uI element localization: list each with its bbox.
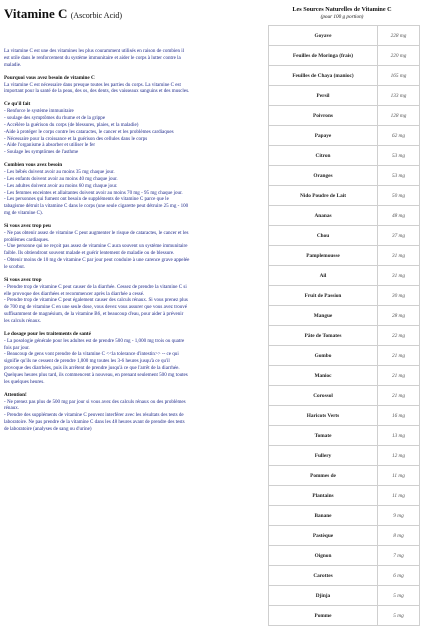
- source-amount: 7 mg: [378, 546, 420, 566]
- section-line: Quelques heures plus tard, ils commencent à nouveau, en prenant seulement 500 mg toutes: [4, 371, 188, 378]
- source-food: Pomme: [269, 606, 378, 626]
- section-heading: Pourquoi vous avez besoin de vitamine C: [4, 74, 95, 81]
- source-row: [269, 306, 420, 326]
- article-section: [4, 101, 256, 156]
- source-food: Haricots Verts: [269, 406, 378, 426]
- source-food: Plantains: [269, 486, 378, 506]
- source-food: Oranges: [269, 166, 378, 186]
- section-line: provoque des diarrhées, puis ils arrêtent de prendre jusqu'à ce que l'arrêt de la diarrhée.: [4, 365, 180, 372]
- section-line: La vitamine C est nécessaire dans presque toutes les parties du corps. La vitamine C est: [4, 81, 181, 88]
- section-line: - Prendre trop de vitamine C peut également causer des calculs rénaux. Si vous prenez plus: [4, 297, 188, 304]
- source-row: [269, 386, 420, 406]
- source-food: Chou: [269, 226, 378, 246]
- source-food: Banane: [269, 506, 378, 526]
- section-line: rénaux.: [4, 405, 19, 412]
- section-line: fois par jour.: [4, 344, 30, 351]
- sources-column: [262, 6, 422, 626]
- source-amount: 30 mg: [378, 286, 420, 306]
- source-food: Tomate: [269, 426, 378, 446]
- article-section: [4, 75, 256, 96]
- source-row: [269, 186, 420, 206]
- source-row: [269, 406, 420, 426]
- section-line: - Les adultes doivent avoir au moins 60 mg chaque jour.: [4, 182, 118, 189]
- section-line: signifie qu'ils ne cessent de prendre 1,000 mg toutes les 3-6 heures jusqu'à ce qu'il: [4, 358, 170, 365]
- section-line: les quelques heures.: [4, 378, 45, 385]
- section-line: important pour la santé de la peau, des os, des dents, des vaisseaux sanguins et des muscles.: [4, 88, 190, 95]
- source-amount: 128 mg: [378, 106, 420, 126]
- source-food: Feuilles de Moringa (frais): [269, 46, 378, 66]
- intro-line: est utile dans le renforcement du système immunitaire et aider le corps à lutter contre la: [4, 54, 181, 61]
- source-amount: 62 mg: [378, 126, 420, 146]
- source-food: Ananas: [269, 206, 378, 226]
- source-amount: 8 mg: [378, 526, 420, 546]
- source-amount: 37 mg: [378, 226, 420, 246]
- section-line: - Accélère la guérison du corps (de blessures, plaies, et la maladie): [4, 121, 139, 128]
- source-row: [269, 426, 420, 446]
- source-amount: 165 mg: [378, 66, 420, 86]
- source-food: Manioc: [269, 366, 378, 386]
- source-food: Papaye: [269, 126, 378, 146]
- section-line: faible. Ils obtiendront souvent malade et guérir lentement de maladie ou de blessure.: [4, 250, 175, 257]
- article-sections: [4, 75, 256, 433]
- section-line: - Les bébés doivent avoir au moins 35 mg chaque jour.: [4, 169, 115, 176]
- sources-table: [268, 25, 420, 626]
- source-row: [269, 166, 420, 186]
- source-amount: 21 mg: [378, 346, 420, 366]
- source-food: Feuilles de Chaya (manioc): [269, 66, 378, 86]
- page-title: [4, 6, 256, 24]
- source-amount: 228 mg: [378, 26, 420, 46]
- section-heading: Le dosage pour les traitements de santé: [4, 330, 91, 337]
- source-food: Pâte de Tomates: [269, 326, 378, 346]
- article-section: [4, 223, 256, 271]
- source-row: [269, 586, 420, 606]
- title-main: Vitamine C: [4, 6, 68, 21]
- source-row: [269, 366, 420, 386]
- section-line: tabagisme détruit la vitamine C dans le corps (une seule cigarette peut détruire 25 mg - 100: [4, 203, 189, 210]
- section-line: - Obtenir moins de 10 mg de vitamine C par jour peut conduire à une carence grave appelée: [4, 257, 190, 264]
- source-food: Djinja: [269, 586, 378, 606]
- source-amount: 31 mg: [378, 246, 420, 266]
- section-line: - Ne prenez pas plus de 500 mg par jour si vous avez des calculs rénaux ou des problèmes: [4, 398, 186, 405]
- section-line: - Soulage les symptômes de l'asthme: [4, 149, 79, 156]
- source-row: [269, 326, 420, 346]
- section-line: - Aide l'organisme à absorber et utiliser le fer: [4, 142, 96, 149]
- section-line: - Les enfants doivent avoir au moins 40 mg chaque jour.: [4, 175, 118, 182]
- source-row: [269, 126, 420, 146]
- section-line: - Prendre des suppléments de vitamine C peuvent interférer avec les résultats des tests de: [4, 412, 184, 419]
- intro-paragraph: [4, 48, 256, 68]
- sources-title: Les Sources Naturelles de Vitamine C: [292, 6, 392, 13]
- source-row: [269, 66, 420, 86]
- section-line: - Prendre trop de vitamine C peut causer de la diarrhée. Cessez de prendre la vitamine C si: [4, 283, 187, 290]
- source-food: Fruit de Passion: [269, 286, 378, 306]
- source-food: Persil: [269, 86, 378, 106]
- source-row: [269, 266, 420, 286]
- source-food: Goyave: [269, 26, 378, 46]
- source-amount: 6 mg: [378, 566, 420, 586]
- section-line: - Nécessaire pour la croissance et la guérison des cellules dans le corps: [4, 135, 148, 142]
- section-heading: Combien vous avez besoin: [4, 162, 63, 169]
- source-row: [269, 546, 420, 566]
- article-section: [4, 331, 256, 386]
- section-line: de laboratoire (analyses de sang ou d'urine): [4, 425, 92, 432]
- section-line: - Renforce le système immunitaire: [4, 108, 74, 115]
- section-line: de 700 mg de vitamine C en une seule dose, vous devez vous assurer que vous avez trouvé: [4, 304, 188, 311]
- source-amount: 220 mg: [378, 46, 420, 66]
- section-line: le scorbut.: [4, 263, 26, 270]
- section-line: - Une personne qui ne reçoit pas assez de vitamine C aura souvent un système immunitaire: [4, 243, 188, 250]
- source-row: [269, 206, 420, 226]
- source-row: [269, 146, 420, 166]
- source-amount: 21 mg: [378, 386, 420, 406]
- section-line: laboratoire. Ne pas prendre de la vitamine C dans les 48 heures avant de prendre des tests: [4, 418, 185, 425]
- sources-subtitle: (pour 100 g portion): [320, 14, 364, 20]
- source-food: Citron: [269, 146, 378, 166]
- article-section: [4, 277, 256, 325]
- title-sub: (Ascorbic Acid): [70, 11, 123, 20]
- source-food: Carottes: [269, 566, 378, 586]
- source-amount: 22 mg: [378, 326, 420, 346]
- article-section: [4, 162, 256, 217]
- source-amount: 53 mg: [378, 146, 420, 166]
- article-column: [4, 6, 256, 433]
- section-line: - Ne pas obtenir assez de vitamine C peut augmenter le risque de cataractes, le cancer et les: [4, 229, 189, 236]
- section-line: elle provoque des diarrhées et recommencer après la diarrhée a cessé.: [4, 290, 145, 297]
- source-amount: 31 mg: [378, 266, 420, 286]
- source-row: [269, 26, 420, 46]
- section-line: problèmes cardiaques.: [4, 236, 50, 243]
- section-line: mg de vitamine C).: [4, 209, 43, 216]
- source-amount: 21 mg: [378, 366, 420, 386]
- source-amount: 5 mg: [378, 606, 420, 626]
- source-food: Ail: [269, 266, 378, 286]
- source-row: [269, 446, 420, 466]
- source-row: [269, 226, 420, 246]
- source-row: [269, 486, 420, 506]
- source-row: [269, 46, 420, 66]
- source-food: Fullery: [269, 446, 378, 466]
- section-heading: Si vous avez trop: [4, 276, 42, 283]
- section-line: - Les femmes enceintes et allaitantes doivent avoir au moins 70 mg - 95 mg chaque jour.: [4, 189, 183, 196]
- source-amount: 16 mg: [378, 406, 420, 426]
- source-row: [269, 106, 420, 126]
- section-line: les calculs rénaux.: [4, 317, 42, 324]
- section-line: - soulage des symptômes du rhume et de la grippe: [4, 115, 106, 122]
- source-amount: 12 mg: [378, 446, 420, 466]
- source-amount: 48 mg: [378, 206, 420, 226]
- source-row: [269, 506, 420, 526]
- source-food: Mangue: [269, 306, 378, 326]
- source-food: Oignon: [269, 546, 378, 566]
- source-amount: 5 mg: [378, 586, 420, 606]
- source-row: [269, 526, 420, 546]
- source-amount: 53 mg: [378, 166, 420, 186]
- source-row: [269, 246, 420, 266]
- section-heading: Si vous avez trop peu: [4, 222, 51, 229]
- source-row: [269, 286, 420, 306]
- source-food: Pastèque: [269, 526, 378, 546]
- intro-line: La vitamine C est une des vitamines les plus couramment utilisés en raison de combien il: [4, 48, 185, 54]
- section-heading: Attention!: [4, 391, 27, 398]
- source-amount: 28 mg: [378, 306, 420, 326]
- source-row: [269, 566, 420, 586]
- source-food: Gombo: [269, 346, 378, 366]
- source-food: Poivrons: [269, 106, 378, 126]
- source-row: [269, 606, 420, 626]
- source-food: Corossol: [269, 386, 378, 406]
- article-section: [4, 392, 256, 433]
- source-food: Pommes de: [269, 466, 378, 486]
- source-row: [269, 346, 420, 366]
- section-line: suffisamment de magnésium, de la vitamine B6, et beaucoup d'eau, pour aider à prévenir: [4, 311, 184, 318]
- section-line: -Aide à protéger le corps contre les cataractes, le cancer et les problèmes cardiaques: [4, 128, 174, 135]
- source-amount: 50 mg: [378, 186, 420, 206]
- source-amount: 133 mg: [378, 86, 420, 106]
- source-amount: 11 mg: [378, 486, 420, 506]
- intro-line: maladie.: [4, 61, 22, 68]
- source-food: Pamplemousse: [269, 246, 378, 266]
- source-row: [269, 466, 420, 486]
- section-heading: Ce qu'il fait: [4, 101, 31, 108]
- source-row: [269, 86, 420, 106]
- source-amount: 9 mg: [378, 506, 420, 526]
- section-line: - Beaucoup de gens vont prendre de la vitamine C <<la tolerance d'intestin>> -- ce qui: [4, 351, 179, 358]
- source-amount: 11 mg: [378, 466, 420, 486]
- source-food: Nido Poudre de Lait: [269, 186, 378, 206]
- section-line: - La posologie générale pour les adultes est de prendre 500 mg - 1,000 mg trois ou quatre: [4, 337, 185, 344]
- source-amount: 13 mg: [378, 426, 420, 446]
- section-line: - Les personnes qui fument ont besoin de suppléments de vitamine C parce que le: [4, 196, 169, 203]
